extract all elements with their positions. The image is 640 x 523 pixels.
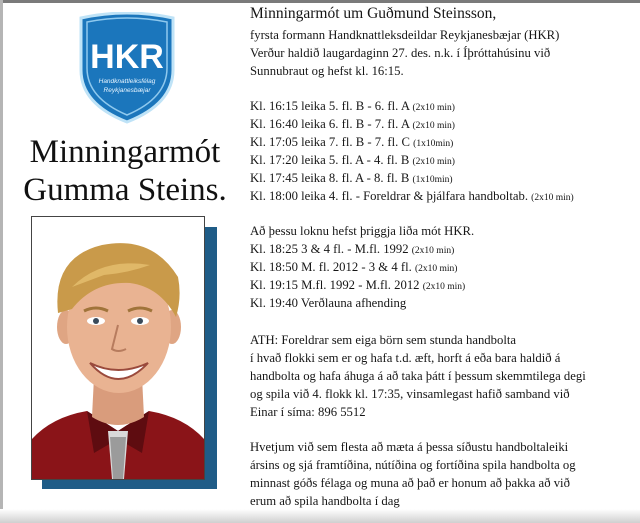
match-text: Kl. 17:05 leika 7. fl. B - 7. fl. C — [250, 135, 410, 149]
match-text: Kl. 19:15 M.fl. 1992 - M.fl. 2012 — [250, 278, 420, 292]
match-text: Kl. 18:00 leika 4. fl. - Foreldrar & þjálfara handboltab. — [250, 189, 528, 203]
ath-phone: Einar í síma: 896 5512 — [250, 405, 366, 419]
hkr-logo — [77, 12, 177, 124]
ath-line: handbolta og hafa áhuga á að taka þátt í þessum skemmtilega degi — [250, 369, 586, 383]
schedule-row — [250, 169, 453, 189]
match-duration: (2x10 min) — [412, 157, 455, 167]
match-duration: (2x10 min) — [422, 282, 466, 292]
schedule-row — [250, 258, 457, 278]
title-line-2: Gumma Steins. — [23, 172, 227, 208]
schedule-row — [250, 276, 465, 296]
match-duration: (2x10 min) — [414, 264, 458, 274]
logo-sub1: Handknattleiksfélag — [98, 78, 156, 85]
portrait-image — [32, 217, 204, 479]
hkr-shield-icon — [77, 12, 177, 124]
match-duration: (1x10min) — [413, 139, 454, 149]
logo-letters: HKR — [90, 38, 164, 76]
logo-sub2: Reykjanesbæjar — [103, 87, 151, 94]
scan-edge-left — [0, 0, 3, 523]
match-text: Kl. 16:40 leika 6. fl. B - 7. fl. A — [250, 117, 410, 131]
intro-heading: Minningarmót um Guðmund Steinsson, — [250, 5, 497, 22]
match-duration: (2x10 min) — [411, 246, 455, 256]
match-duration: (1x10min) — [412, 175, 453, 185]
schedule-row — [250, 133, 453, 153]
scan-edge-bottom — [0, 509, 640, 523]
match-text: Kl. 19:40 Verðlauna afhending — [250, 296, 407, 310]
intro-line: fyrsta formann Handknattleksdeildar Reykjanesbæjar (HKR) — [250, 28, 560, 42]
schedule-row — [250, 187, 574, 207]
intro-line: Verður haldið laugardaginn 27. des. n.k. í Íþróttahúsinu við — [250, 46, 551, 60]
closing-line: erum að spila handbolta í dag — [250, 494, 400, 508]
schedule-row — [250, 240, 454, 260]
title-line-1: Minningarmót — [29, 134, 221, 170]
ath-line: og spila við 4. flokk kl. 17:35, vinsamlegast hafið samband við — [250, 387, 570, 401]
scan-edge-top — [0, 0, 640, 3]
section2-heading: Að þessu loknu hefst þriggja liða mót HKR. — [250, 224, 475, 238]
ath-line: í hvað flokki sem er og hafa t.d. æft, horft á eða bara haldið á — [250, 351, 561, 365]
closing-line: minnast góðs félaga og muna að það er honum að þakka að við — [250, 476, 570, 490]
match-text: Kl. 17:20 leika 5. fl. A - 4. fl. B — [250, 153, 410, 167]
schedule-row — [250, 151, 455, 171]
match-text: Kl. 18:25 3 & 4 fl. - M.fl. 1992 — [250, 242, 409, 256]
match-text: Kl. 17:45 leika 8. fl. A - 8. fl. B — [250, 171, 410, 185]
schedule-row — [250, 97, 455, 117]
intro-line: Sunnubraut og hefst kl. 16:15. — [250, 64, 404, 78]
schedule-row — [250, 115, 455, 135]
match-duration: (2x10 min) — [531, 193, 574, 203]
portrait-photo — [31, 216, 205, 480]
match-text: Kl. 18:50 M. fl. 2012 - 3 & 4 fl. — [250, 260, 412, 274]
match-duration: (2x10 min) — [412, 121, 455, 131]
schedule-row — [250, 294, 406, 314]
ath-line: ATH: Foreldrar sem eiga börn sem stunda handbolta — [250, 333, 517, 347]
match-duration: (2x10 min) — [412, 103, 455, 113]
match-text: Kl. 16:15 leika 5. fl. B - 6. fl. A — [250, 99, 410, 113]
closing-line: Hvetjum við sem flesta að mæta á þessa síðustu handboltaleiki — [250, 440, 569, 454]
closing-line: ársins og sjá framtíðina, nútíðina og fortíðina spila handbolta og — [250, 458, 576, 472]
